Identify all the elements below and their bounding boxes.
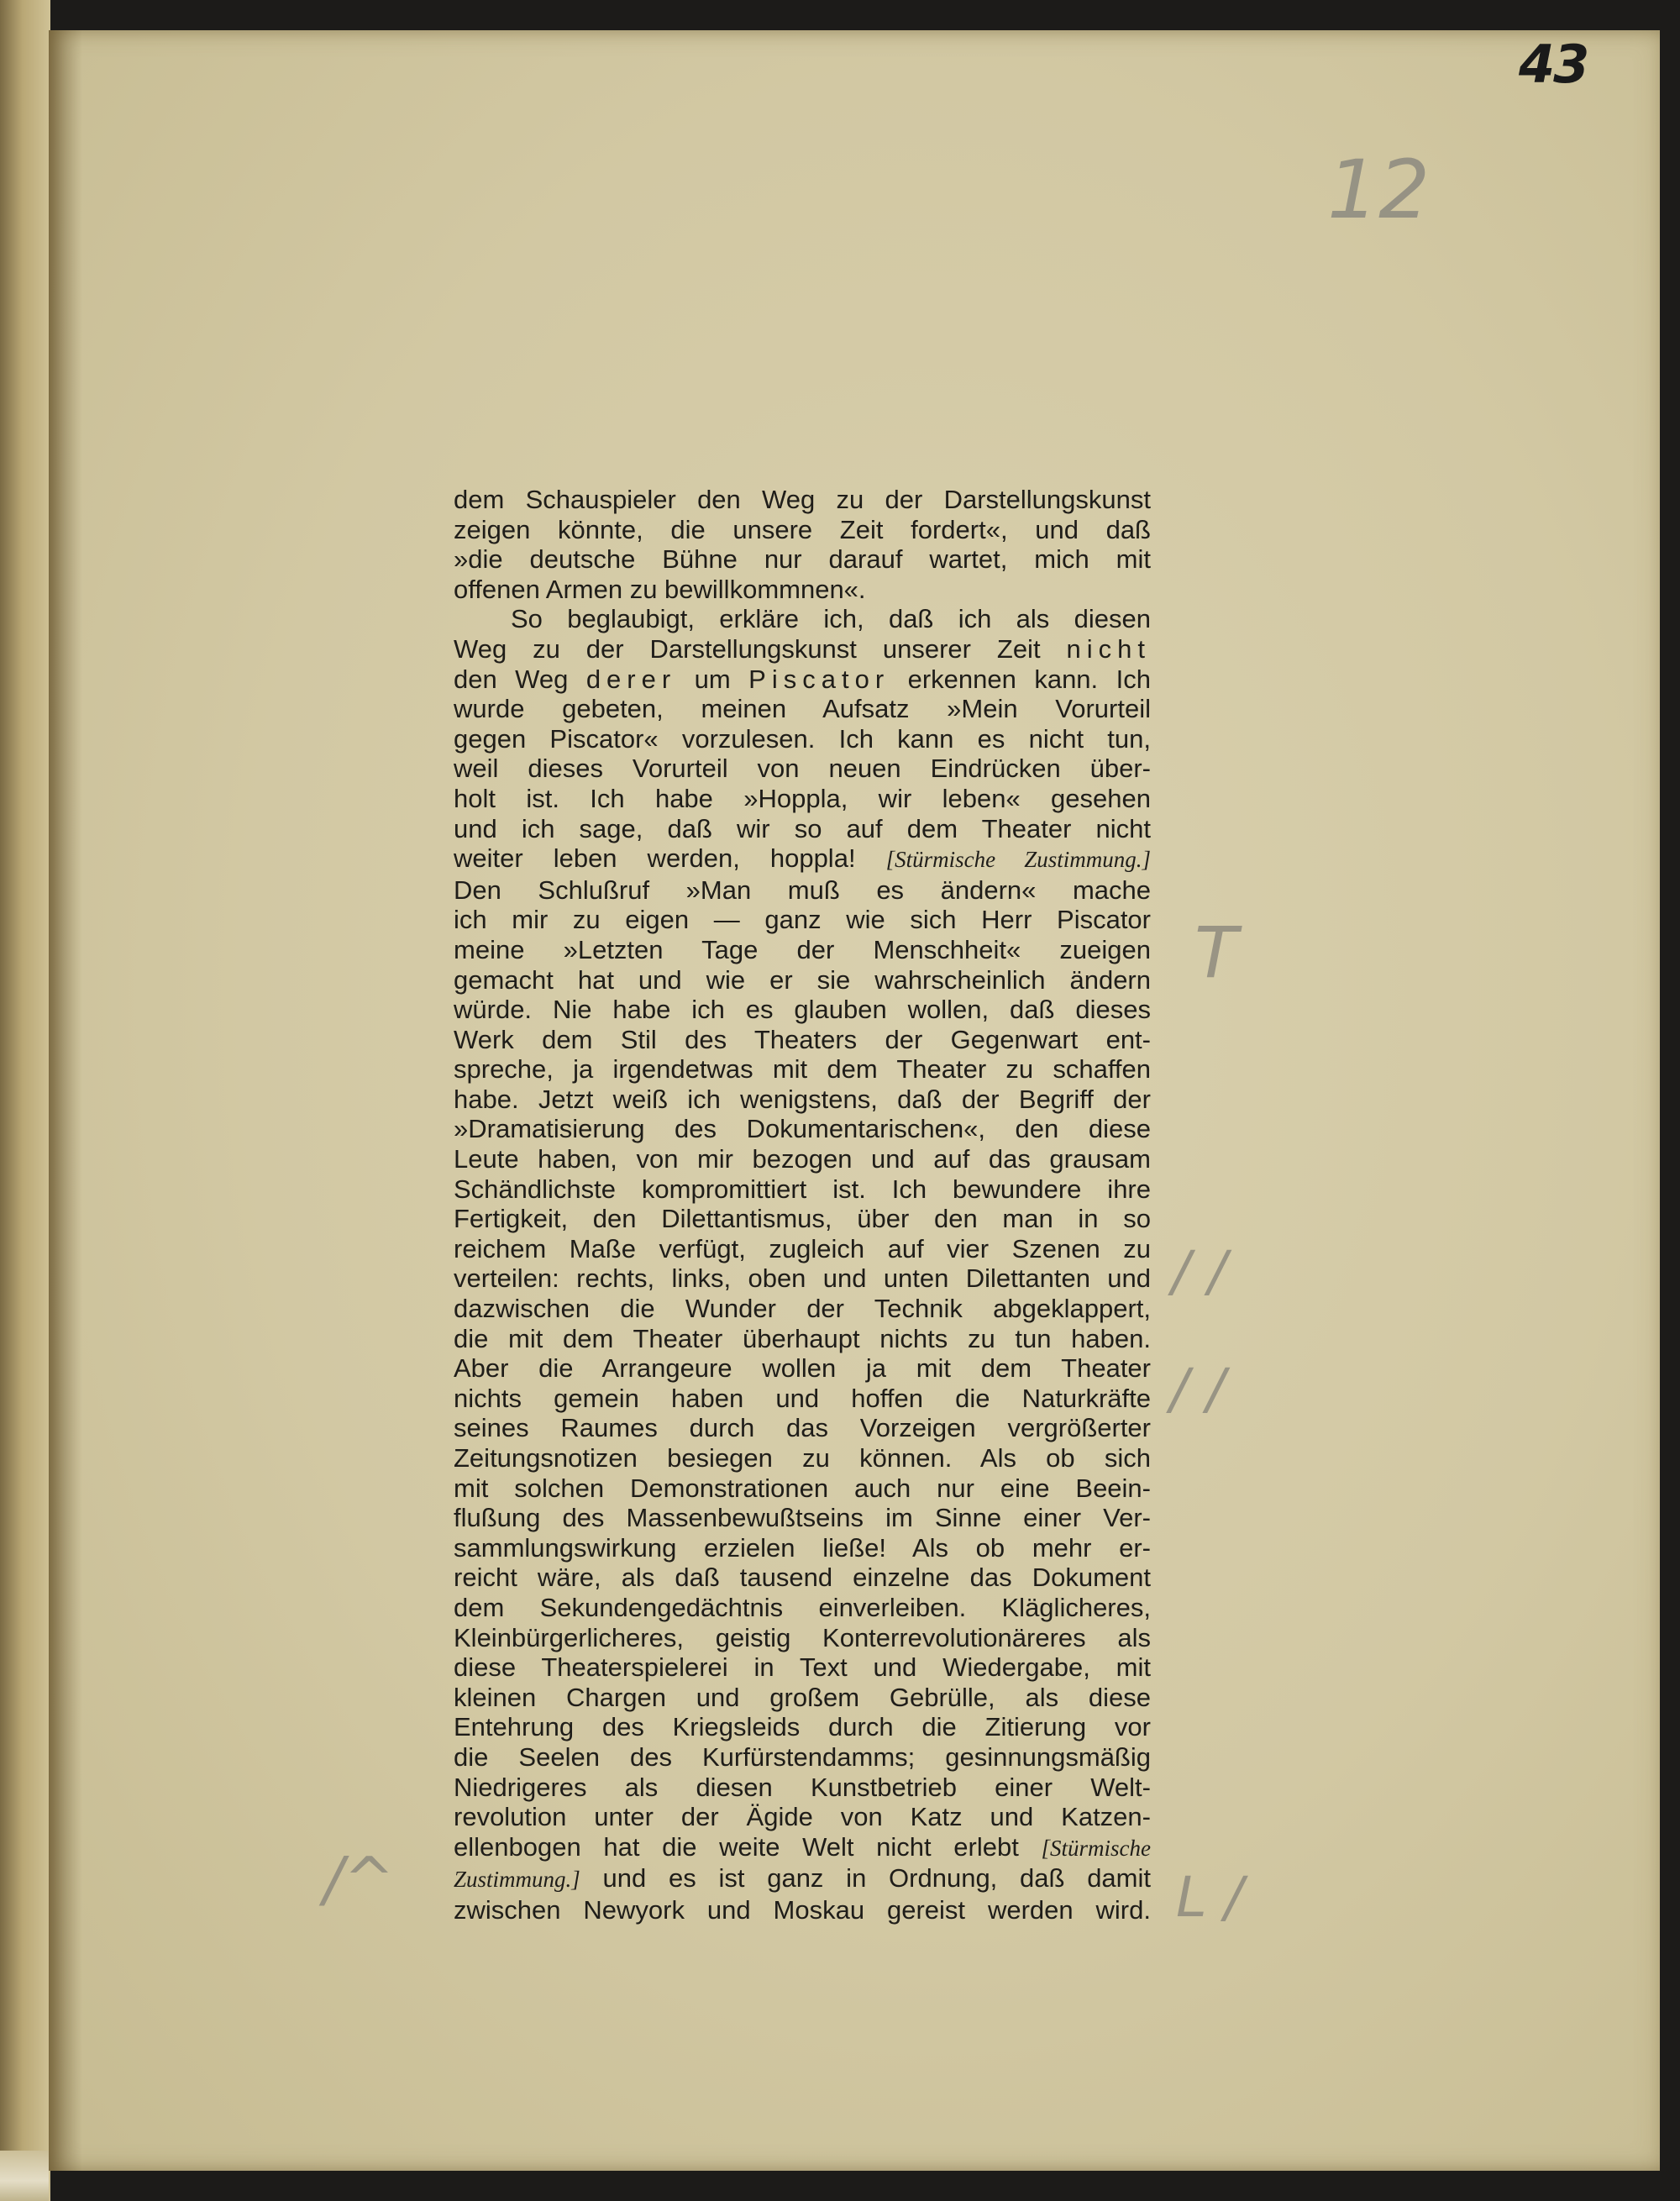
text-line: spreche, ja irgendetwas mit dem Theater zu schaffen — [454, 1054, 1151, 1085]
text-line — [454, 1832, 1151, 1864]
text-span: und es ist ganz in Ordnung, daß damit — [602, 1863, 1151, 1894]
page-gutter-shadow — [49, 30, 82, 2171]
stage-direction: Zustimmung.] — [454, 1867, 580, 1893]
text-line: Niedrigeres als diesen Kunstbetrieb einer Welt- — [454, 1772, 1151, 1802]
text-line: dem Schauspieler den Weg zu der Darstellungskunst — [454, 485, 1151, 514]
text-line — [454, 843, 1151, 875]
text-line: nichts gemein haben und hoffen die Naturkräfte — [454, 1383, 1151, 1413]
stage-direction: [Stürmische — [1041, 1835, 1151, 1861]
text-span: den Weg — [454, 664, 569, 694]
paragraph-start-line: So beglaubigt, erkläre ich, daß ich als diesen — [511, 604, 1151, 634]
text-line: meine »Letzten Tage der Menschheit« zueigen — [454, 934, 1151, 964]
text-line: würde. Nie habe ich es glauben wollen, daß dieses — [454, 995, 1151, 1025]
text-line: Aber die Arrangeure wollen ja mit dem Theater — [454, 1353, 1151, 1384]
stage-direction: [Stürmische Zustimmung.] — [885, 847, 1151, 873]
text-line: weil dieses Vorurteil von neuen Eindrücken über- — [454, 754, 1151, 784]
text-line: dem Sekundengedächtnis einverleiben. Kläglicheres, — [454, 1592, 1151, 1622]
text-line: die Seelen des Kurfürstendamms; gesinnungsmäßig — [454, 1741, 1151, 1772]
text-line: die mit dem Theater überhaupt nichts zu tun haben. — [454, 1323, 1151, 1353]
previous-page-edge — [0, 0, 50, 2201]
spaced-emphasis: derer — [585, 664, 677, 694]
text-line: flußung des Massenbewußtseins im Sinne einer Ver- — [454, 1503, 1151, 1533]
margin-mark-l: L / — [1176, 1865, 1243, 1930]
text-line: mit solchen Demonstrationen auch nur eine Beein- — [454, 1473, 1151, 1503]
text-span: um — [694, 664, 731, 694]
margin-mark-t: T — [1194, 911, 1238, 994]
text-line: kleinen Chargen und großem Gebrülle, als diese — [454, 1682, 1151, 1712]
text-line: gegen Piscator« vorzulesen. Ich kann es nicht tun, — [454, 723, 1151, 754]
text-line: sammlungswirkung erzielen ließe! Als ob mehr er- — [454, 1532, 1151, 1563]
text-line: wurde gebeten, meinen Aufsatz »Mein Vorurteil — [454, 694, 1151, 724]
spaced-emphasis: Piscator — [748, 664, 890, 694]
text-line: offenen Armen zu bewillkommnen«. — [454, 574, 866, 604]
folio-number: 43 — [1519, 34, 1588, 95]
text-line: habe. Jetzt weiß ich wenigstens, daß der Begriff der — [454, 1084, 1151, 1114]
page-corner — [0, 2151, 49, 2201]
text-line: reichem Maße verfügt, zugleich auf vier Szenen zu — [454, 1233, 1151, 1263]
text-line: Fertigkeit, den Dilettantismus, über den man in so — [454, 1204, 1151, 1234]
text-span: erkennen kann. Ich — [907, 664, 1151, 694]
text-line: ich mir zu eigen — ganz wie sich Herr Piscator — [454, 905, 1151, 935]
margin-mark-left: /^ — [323, 1844, 395, 1915]
text-line: Werk dem Stil des Theaters der Gegenwart ent- — [454, 1024, 1151, 1054]
text-line: seines Raumes durch das Vorzeigen vergrößerter — [454, 1413, 1151, 1443]
text-line: »die deutsche Bühne nur darauf wartet, mich mit — [454, 544, 1151, 575]
text-line: Leute haben, von mir bezogen und auf das grausam — [454, 1144, 1151, 1174]
text-line: holt ist. Ich habe »Hoppla, wir leben« gesehen — [454, 783, 1151, 813]
spaced-emphasis: nicht — [1066, 633, 1151, 664]
text-line: Zeitungsnotizen besiegen zu können. Als ob sich — [454, 1443, 1151, 1473]
text-span: ellenbogen hat die weite Welt nicht erlebt — [454, 1831, 1019, 1862]
text-line: Schändlichste kompromittiert ist. Ich bewundere ihre — [454, 1174, 1151, 1204]
text-line: dazwischen die Wunder der Technik abgeklappert, — [454, 1294, 1151, 1324]
text-line: reicht wäre, als daß tausend einzelne das Dokument — [454, 1563, 1151, 1593]
text-line: Entehrung des Kriegsleids durch die Zitierung vor — [454, 1712, 1151, 1742]
text-line: Kleinbürgerlicheres, geistig Konterrevolutionäreres als — [454, 1622, 1151, 1652]
text-line — [454, 634, 1151, 665]
text-line — [454, 1863, 1151, 1895]
margin-mark-slash: / / — [1172, 1239, 1227, 1304]
text-line: verteilen: rechts, links, oben und unten Dilettanten und — [454, 1263, 1151, 1294]
text-line: diese Theaterspielerei in Text und Wiedergabe, mit — [454, 1652, 1151, 1683]
text-line: »Dramatisierung des Dokumentarischen«, den diese — [454, 1114, 1151, 1144]
margin-mark-slash: / / — [1170, 1357, 1226, 1421]
text-line: zwischen Newyork und Moskau gereist werden wird. — [454, 1894, 1151, 1925]
text-span: weiter leben werden, hoppla! — [454, 843, 856, 874]
text-line: revolution unter der Ägide von Katz und Katzen- — [454, 1802, 1151, 1832]
text-line: zeigen könnte, die unsere Zeit fordert«, und daß — [454, 514, 1151, 544]
text-line: und ich sage, daß wir so auf dem Theater nicht — [454, 813, 1151, 843]
text-span: Weg zu der Darstellungskunst unserer Zeit — [454, 633, 1041, 664]
text-line — [454, 665, 1151, 695]
body-text — [454, 485, 1151, 1925]
text-line: Den Schlußruf »Man muß es ändern« mache — [454, 875, 1151, 905]
pencil-annotation-number: 12 — [1327, 143, 1431, 237]
text-line: gemacht hat und wie er sie wahrscheinlich ändern — [454, 964, 1151, 995]
